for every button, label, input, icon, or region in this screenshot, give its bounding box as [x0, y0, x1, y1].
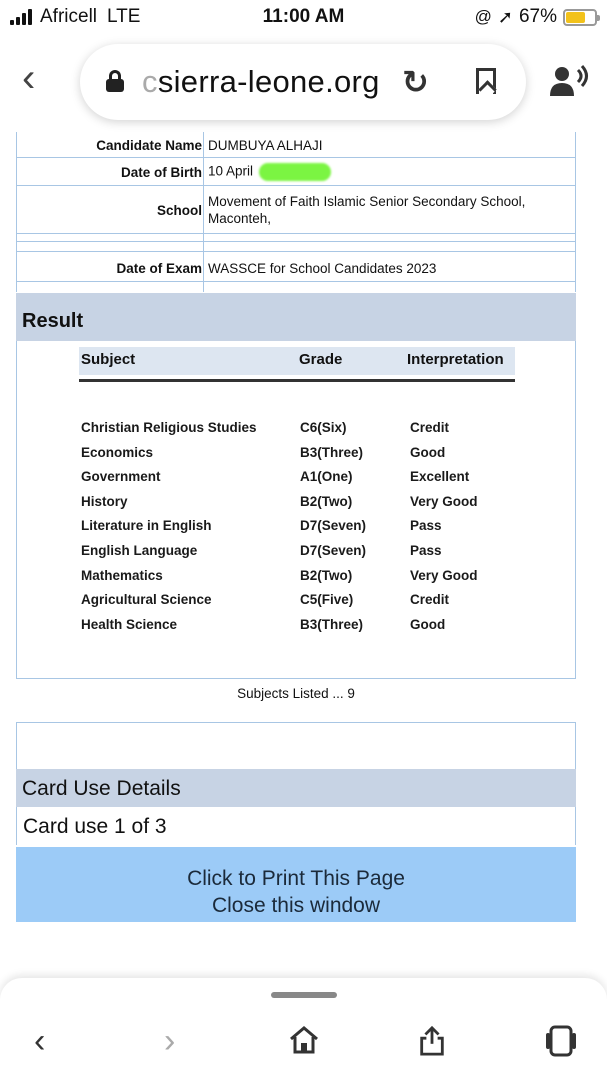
exam-value: WASSCE for School Candidates 2023 [208, 261, 437, 276]
card-use-text: Card use 1 of 3 [23, 815, 167, 838]
interpretation-header: Interpretation [407, 351, 504, 368]
spacer-row [17, 242, 575, 252]
browser-bottom-toolbar [0, 978, 607, 1080]
subject-cell: Mathematics [81, 567, 163, 583]
battery-percent: 67% [518, 6, 557, 27]
dob-value: 10 April [208, 163, 254, 179]
status-bar [0, 0, 607, 36]
back-icon[interactable]: ‹ [34, 1022, 46, 1060]
interpretation-cell: Good [410, 616, 446, 632]
card-use-title: Card Use Details [22, 777, 181, 800]
interpretation-cell: Excellent [410, 469, 470, 485]
print-link[interactable]: Click to Print This Page [187, 867, 405, 890]
dob-field [208, 163, 568, 181]
grade-row [79, 540, 519, 564]
browser-toolbar [0, 42, 607, 122]
tabs-icon[interactable] [544, 1024, 578, 1058]
grade-row [79, 589, 519, 613]
grade-row [79, 565, 519, 589]
subject-cell: History [81, 493, 128, 509]
candidate-name-value: DUMBUYA ALHAJI [208, 138, 323, 153]
status-right [475, 6, 597, 28]
network-type: LTE [107, 6, 141, 27]
lock-icon [106, 70, 124, 92]
address-bar[interactable] [80, 44, 526, 120]
school-label: School [156, 203, 202, 218]
interpretation-cell: Credit [410, 592, 450, 608]
school-value: Movement of Faith Islamic Senior Secondary School, Maconteh, [208, 194, 526, 226]
grade-cell: B2(Two) [300, 567, 353, 583]
candidate-info-table [16, 132, 576, 292]
grade-header: Grade [299, 351, 343, 368]
result-header [16, 293, 576, 341]
interpretation-cell: Good [410, 444, 446, 460]
candidate-name-row [17, 132, 575, 158]
back-chevron-icon[interactable]: ‹ [22, 56, 36, 100]
bookmark-icon[interactable] [476, 68, 496, 94]
subject-cell: English Language [81, 543, 198, 558]
grade-row [79, 515, 519, 539]
grade-cell: C5(Five) [300, 592, 354, 608]
grades-table [16, 341, 576, 679]
subject-header: Subject [81, 351, 136, 368]
share-icon[interactable] [417, 1024, 447, 1058]
empty-row [16, 723, 576, 769]
dob-row [17, 158, 575, 186]
location-arrow-icon: ➚ [497, 6, 513, 27]
card-use-header [16, 769, 576, 807]
school-row [17, 186, 575, 234]
subject-cell: Agricultural Science [81, 592, 212, 608]
dob-label: Date of Birth [121, 165, 202, 180]
grade-row [79, 442, 519, 466]
battery-icon [563, 9, 597, 26]
subject-cell: Christian Religious Studies [81, 420, 257, 435]
reader-voice-icon[interactable] [548, 64, 592, 100]
result-title: Result [22, 310, 84, 332]
reload-icon[interactable]: ↻ [402, 64, 429, 100]
interpretation-cell: Credit [410, 420, 450, 435]
print-panel [16, 847, 576, 922]
exam-label: Date of Exam [116, 261, 202, 276]
grade-cell: C6(Six) [300, 420, 347, 435]
divider [16, 678, 576, 679]
at-icon: @ [474, 7, 492, 26]
interpretation-cell: Pass [410, 543, 442, 558]
interpretation-cell: Very Good [410, 567, 478, 583]
url-text[interactable]: csierra-leone.org [142, 64, 380, 99]
subject-cell: Economics [81, 444, 154, 460]
subjects-listed: Subjects Listed ... 9 [237, 686, 355, 701]
grade-cell: B2(Two) [300, 493, 353, 509]
subject-cell: Literature in English [81, 518, 212, 534]
spacer-row [17, 234, 575, 242]
forward-icon[interactable]: › [164, 1022, 176, 1060]
grade-cell: D7(Seven) [300, 518, 367, 534]
carrier-name: Africell [40, 6, 98, 27]
clock: 11:00 AM [262, 6, 345, 27]
interpretation-cell: Pass [410, 518, 442, 534]
header-divider [79, 379, 515, 382]
grade-row [79, 614, 519, 638]
grade-row [79, 466, 519, 490]
grades-header [79, 347, 515, 375]
grade-cell: A1(One) [300, 469, 353, 485]
subject-cell: Health Science [81, 616, 178, 632]
grade-row [79, 491, 519, 515]
grade-row [79, 417, 519, 441]
drag-handle[interactable] [271, 992, 337, 998]
home-icon[interactable] [288, 1024, 320, 1056]
close-window-link[interactable]: Close this window [211, 894, 381, 917]
grade-cell: D7(Seven) [300, 543, 367, 558]
exam-row [17, 252, 575, 282]
redaction-mark [259, 163, 331, 181]
subject-cell: Government [81, 469, 161, 485]
grade-cell: B3(Three) [300, 444, 364, 460]
interpretation-cell: Very Good [410, 493, 478, 509]
candidate-name-label: Candidate Name [96, 138, 202, 153]
card-use-row [16, 807, 576, 845]
grade-cell: B3(Three) [300, 616, 364, 632]
